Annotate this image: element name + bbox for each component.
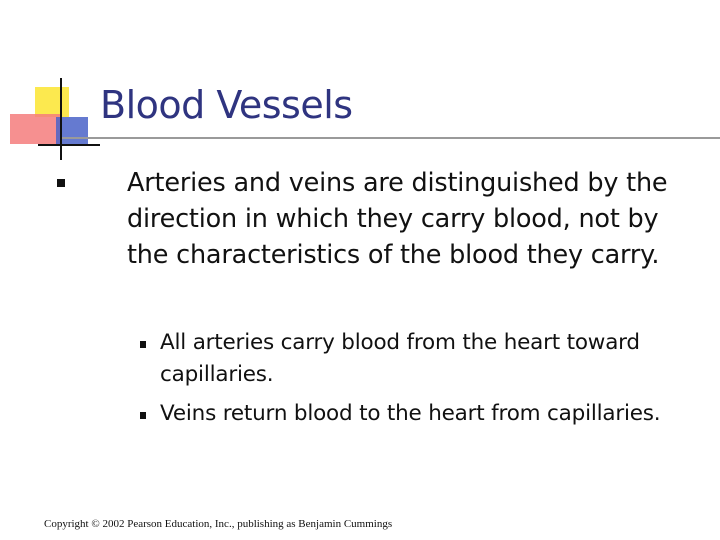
yellow-square-shape [35,87,69,117]
copyright-footer: Copyright © 2002 Pearson Education, Inc., publishing as Benjamin Cummings [44,518,393,530]
red-square-shape [10,114,62,144]
title-divider [62,137,720,139]
sub-bullet-text: Veins return blood to the heart from capillaries. [160,401,661,426]
slide-title: Blood Vessels [100,83,353,127]
square-bullet-icon [140,341,146,348]
slide-logo-decoration [0,0,110,170]
sub-bullet-text: All arteries carry blood from the heart toward capillaries. [160,330,640,387]
square-bullet-icon [57,179,65,187]
horizontal-accent-line [38,144,100,146]
square-bullet-icon [140,412,146,419]
vertical-accent-line [60,78,62,160]
bullet-text: Arteries and veins are distinguished by the direction in which they carry blood, not by the characteristics of the blood they carry. [127,168,668,270]
